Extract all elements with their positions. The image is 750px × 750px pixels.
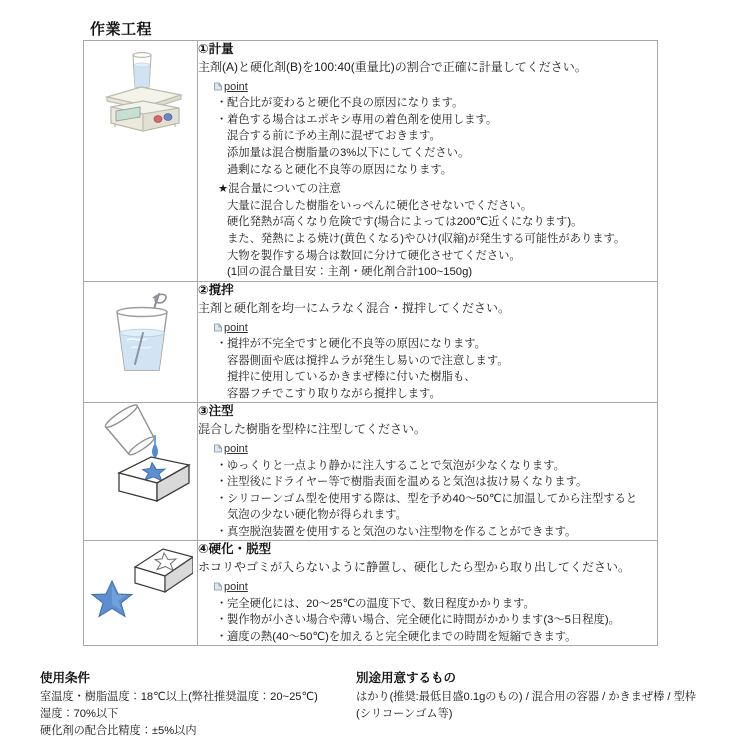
usage-condition-line: 湿度：70%以下 — [40, 708, 119, 721]
table-row — [84, 403, 658, 541]
point-list — [198, 336, 657, 402]
note-line: 大量に混合した樹脂をいっぺんに硬化させないでください。 — [227, 199, 533, 212]
list-item: ・ 完全硬化には、20〜25℃の温度下で、数日程度かかります。 — [218, 596, 657, 613]
note-heading: ★混合量についての注意 — [218, 183, 341, 196]
point-heading — [214, 580, 248, 594]
point-heading — [214, 442, 248, 456]
step-title: ②撹拌 — [198, 282, 234, 297]
note-line: 大物を製作する場合は数回に分けて硬化させてください。 — [227, 249, 521, 262]
note-line: 硬化発熱が高くなり危険です(場合によっては200℃近くになります)。 — [227, 216, 583, 229]
step-lead: ホコリやゴミが入らないように静置し、硬化したら型から取り出してください。 — [198, 560, 631, 575]
mixing-amount-note — [218, 181, 657, 281]
cup-with-stir-stick-illustration — [84, 282, 197, 384]
list-item: ・ 配合比が変わると硬化不良の原因になります。 — [218, 95, 657, 112]
point-list — [198, 596, 657, 646]
point-label-text: point — [224, 443, 248, 456]
point-label-text: point — [224, 80, 248, 93]
list-item: ・ シリコーンゴム型を使用する際は、型を予め40〜50℃に加温してから注型すると — [218, 491, 657, 508]
step-lead: 混合した樹脂を型枠に注型してください。 — [198, 422, 427, 437]
point-list — [198, 95, 657, 178]
note-line: (1回の混合量目安：主剤・硬化剤合計100~150g) — [227, 266, 473, 279]
list-item: ・ 撹拌が不完全ですと硬化不良等の原因になります。 — [218, 336, 657, 353]
required-supplies-column — [356, 668, 710, 740]
step-1-figure-cell — [84, 41, 198, 282]
process-steps-table — [83, 40, 658, 646]
point-label-text: point — [224, 581, 248, 594]
point-marker-icon — [214, 322, 222, 331]
required-supplies-title: 別途用意するもの — [356, 671, 457, 685]
list-item: ・ 真空脱泡装置を使用すると気泡のない注型物を作ることができます。 — [218, 524, 657, 541]
list-item: 撹拌に使用しているかきまぜ棒に付いた樹脂も、 — [227, 371, 476, 384]
usage-conditions-column — [40, 668, 330, 740]
usage-condition-line: 室温度・樹脂温度：18℃以上(弊社推奨温度：20~25℃) — [40, 691, 318, 703]
pouring-resin-into-mold-illustration — [84, 403, 197, 505]
list-item: 添加量は混合樹脂量の3%以下にしてください。 — [227, 146, 470, 159]
point-marker-icon — [214, 581, 222, 590]
demolded-star-illustration — [84, 541, 197, 627]
table-row — [84, 41, 658, 282]
point-list — [198, 458, 657, 541]
list-item: ・ 注型後にドライヤー等で樹脂表面を温めると気泡は抜け易くなります。 — [218, 474, 657, 491]
step-lead: 主剤と硬化剤を均一にムラなく混合・撹拌してください。 — [198, 300, 511, 315]
point-heading — [214, 80, 248, 94]
point-marker-icon — [214, 443, 222, 452]
step-title: ③注型 — [198, 404, 234, 419]
list-item: ・ 着色する場合はエポキシ専用の着色剤を使用します。 — [218, 112, 657, 129]
usage-condition-line: 硬化剤の配合比精度：±5%以内 — [40, 725, 197, 738]
page-title: 作業工程 — [90, 21, 153, 38]
list-item: 容器側面や底は撹拌ムラが発生し易いので注意します。 — [227, 354, 509, 367]
table-row — [84, 541, 658, 646]
step-title: ①計量 — [198, 42, 234, 56]
step-4-figure-cell — [84, 541, 198, 646]
note-line: また、発熱による焼け(黄色くなる)やひけ(収縮)が発生する可能性があります。 — [227, 232, 626, 245]
usage-conditions-title: 使用条件 — [40, 671, 91, 685]
point-marker-icon — [214, 81, 222, 90]
list-item: 容器フチでこすり取りながら撹拌します。 — [227, 387, 441, 400]
step-2-figure-cell — [84, 281, 198, 403]
point-label-text: point — [224, 321, 248, 334]
step-title: ④硬化・脱型 — [198, 542, 272, 557]
point-heading — [214, 321, 248, 335]
list-item: 気泡の少ない硬化物が得られます。 — [227, 509, 407, 522]
step-4-body-cell — [198, 541, 658, 646]
table-row — [84, 281, 658, 403]
list-item: ・ 製作物が小さい場合や薄い場合、完全硬化に時間がかかります(3〜5日程度)。 — [218, 612, 657, 629]
list-item: ・ 適度の熱(40〜50℃)を加えると完全硬化までの時間を短縮できます。 — [218, 629, 657, 646]
step-1-body-cell — [198, 41, 658, 282]
step-3-figure-cell — [84, 403, 198, 541]
step-2-body-cell — [198, 281, 658, 403]
step-lead: 主剤(A)と硬化剤(B)を100:40(重量比)の割合で正確に計量してください。 — [198, 59, 587, 74]
required-supplies-line: はかり(推奨:最低目盛0.1gのもの) / 混合用の容器 / かきまぜ棒 / 型枠(シリコーンゴム等) — [356, 691, 696, 721]
list-item: 過剰になると硬化不良等の原因になります。 — [227, 163, 453, 176]
digital-scale-with-cup-illustration — [84, 41, 197, 137]
list-item: 混合する前に予め主剤に混ぜておきます。 — [227, 130, 441, 143]
step-3-body-cell — [198, 403, 658, 541]
list-item: ・ ゆっくりと一点より静かに注入することで気泡が少なくなります。 — [218, 458, 657, 475]
footer-section — [0, 668, 750, 740]
